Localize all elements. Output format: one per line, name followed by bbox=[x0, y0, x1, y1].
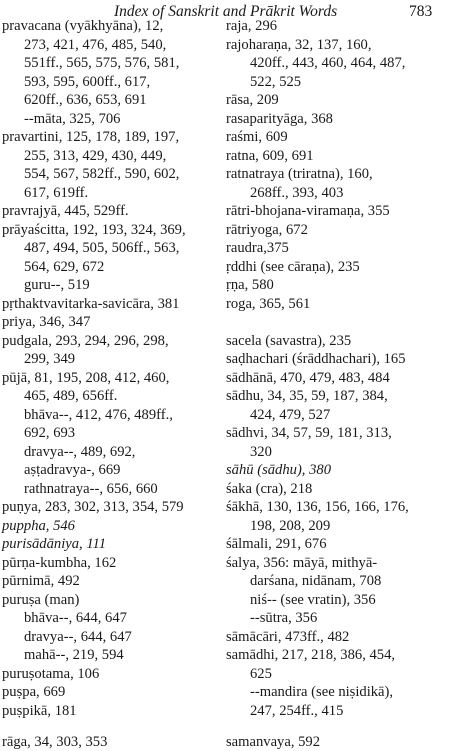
index-entry: aṣṭadravya-, 669 bbox=[24, 462, 121, 478]
index-entry: niś-- (see vratin), 356 bbox=[250, 592, 376, 608]
index-entry: pūrṇa-kumbha, 162 bbox=[2, 555, 117, 571]
index-entry: 420ff., 443, 460, 464, 487, bbox=[250, 55, 406, 71]
index-entry: rajoharaṇa, 32, 137, 160, bbox=[226, 37, 372, 53]
index-entry: roga, 365, 561 bbox=[226, 296, 311, 312]
index-entry: pūrnimā, 492 bbox=[2, 573, 80, 589]
index-entry: śālmali, 291, 676 bbox=[226, 536, 327, 552]
index-entry: rathnatraya--, 656, 660 bbox=[24, 481, 158, 497]
index-entry: śalya, 356: māyā, mithyā- bbox=[226, 555, 378, 571]
index-entry: 268ff., 393, 403 bbox=[250, 185, 344, 201]
index-entry: mahā--, 219, 594 bbox=[24, 647, 124, 663]
index-entry: 551ff., 565, 575, 576, 581, bbox=[24, 55, 180, 71]
index-entry: 625 bbox=[250, 666, 272, 682]
index-entry: 593, 595, 600ff., 617, bbox=[24, 74, 151, 90]
index-entry: puṣpa, 669 bbox=[2, 684, 66, 700]
index-entry: --sūtra, 356 bbox=[250, 610, 318, 626]
index-entry: rāsa, 209 bbox=[226, 92, 279, 108]
index-entry: 554, 567, 582ff., 590, 602, bbox=[24, 166, 180, 182]
page-number: 783 bbox=[409, 3, 433, 20]
index-entry: 247, 254ff., 415 bbox=[250, 703, 344, 719]
index-entry: pravacana (vyākhyāna), 12, bbox=[2, 18, 164, 34]
index-entry: sāmācāri, 473ff., 482 bbox=[226, 629, 350, 645]
index-entry: puruṣa (man) bbox=[2, 592, 80, 608]
index-entry: 299, 349 bbox=[24, 351, 76, 367]
index-entry: --mandira (see niṣidikā), bbox=[250, 684, 394, 700]
index-entry: samanvaya, 592 bbox=[226, 734, 321, 750]
index-entry: --māta, 325, 706 bbox=[24, 111, 121, 127]
index-entry: raudra,375 bbox=[226, 240, 289, 256]
index-entry: bhāva--, 644, 647 bbox=[24, 610, 127, 626]
index-entry: ṛddhi (see cāraṇa), 235 bbox=[226, 259, 360, 275]
index-entry: prāyaścitta, 192, 193, 324, 369, bbox=[2, 222, 186, 238]
index-entry: śākhā, 130, 136, 156, 166, 176, bbox=[226, 499, 409, 515]
index-entry: pravartini, 125, 178, 189, 197, bbox=[2, 129, 180, 145]
index-entry: 424, 479, 527 bbox=[250, 407, 331, 423]
index-entry: 522, 525 bbox=[250, 74, 302, 90]
index-entry: rātriyoga, 672 bbox=[226, 222, 308, 238]
index-entry: raśmi, 609 bbox=[226, 129, 288, 145]
index-entry: rāga, 34, 303, 353 bbox=[2, 734, 108, 750]
index-entry: dravya--, 489, 692, bbox=[24, 444, 136, 460]
index-entry: sādhānā, 470, 479, 483, 484 bbox=[226, 370, 390, 386]
index-entry: rātri-bhojana-viramaṇa, 355 bbox=[226, 203, 390, 219]
index-entry: 255, 313, 429, 430, 449, bbox=[24, 148, 167, 164]
index-entry: dravya--, 644, 647 bbox=[24, 629, 132, 645]
index-entry: priya, 346, 347 bbox=[2, 314, 91, 330]
index-entry: purisādāniya, 111 bbox=[2, 536, 107, 552]
index-entry: sacela (savastra), 235 bbox=[226, 333, 352, 349]
index-entry: pṛthaktvavitarka-savicāra, 381 bbox=[2, 296, 180, 312]
index-entry: rasaparityāga, 368 bbox=[226, 111, 333, 127]
index-entry: sādhvi, 34, 57, 59, 181, 313, bbox=[226, 425, 392, 441]
index-entry: śaka (cra), 218 bbox=[226, 481, 313, 497]
index-entry: puṣpikā, 181 bbox=[2, 703, 77, 719]
index-entry: 198, 208, 209 bbox=[250, 518, 331, 534]
index-entry: sādhu, 34, 35, 59, 187, 384, bbox=[226, 388, 388, 404]
index-entry: 692, 693 bbox=[24, 425, 76, 441]
index-entry: 465, 489, 656ff. bbox=[24, 388, 118, 404]
index-entry: darśana, nidānam, 708 bbox=[250, 573, 382, 589]
index-entry: saḍhachari (śrāddhachari), 165 bbox=[226, 351, 406, 367]
index-entry: guru--, 519 bbox=[24, 277, 90, 293]
index-entry: puṇya, 283, 302, 313, 354, 579 bbox=[2, 499, 184, 515]
index-entry: sāhū (sādhu), 380 bbox=[226, 462, 331, 478]
index-entry: pudgala, 293, 294, 296, 298, bbox=[2, 333, 169, 349]
index-entry: 620ff., 636, 653, 691 bbox=[24, 92, 147, 108]
index-entry: samādhi, 217, 218, 386, 454, bbox=[226, 647, 396, 663]
index-entry: puruṣotama, 106 bbox=[2, 666, 100, 682]
index-entry: puppha, 546 bbox=[2, 518, 75, 534]
index-entry: ṛṇa, 580 bbox=[226, 277, 274, 293]
index-entry: 564, 629, 672 bbox=[24, 259, 105, 275]
index-entry: pravrajyā, 445, 529ff. bbox=[2, 203, 129, 219]
index-entry: 487, 494, 505, 506ff., 563, bbox=[24, 240, 180, 256]
index-entry: 320 bbox=[250, 444, 272, 460]
index-entry: 273, 421, 476, 485, 540, bbox=[24, 37, 167, 53]
index-entry: bhāva--, 412, 476, 489ff., bbox=[24, 407, 173, 423]
index-entry: 617, 619ff. bbox=[24, 185, 89, 201]
index-entry: raja, 296 bbox=[226, 18, 278, 34]
index-entry: ratnatraya (triratna), 160, bbox=[226, 166, 373, 182]
index-entry: pūjā, 81, 195, 208, 412, 460, bbox=[2, 370, 170, 386]
index-entry: ratna, 609, 691 bbox=[226, 148, 314, 164]
running-title: Index of Sanskrit and Prākrit Words bbox=[114, 3, 338, 20]
